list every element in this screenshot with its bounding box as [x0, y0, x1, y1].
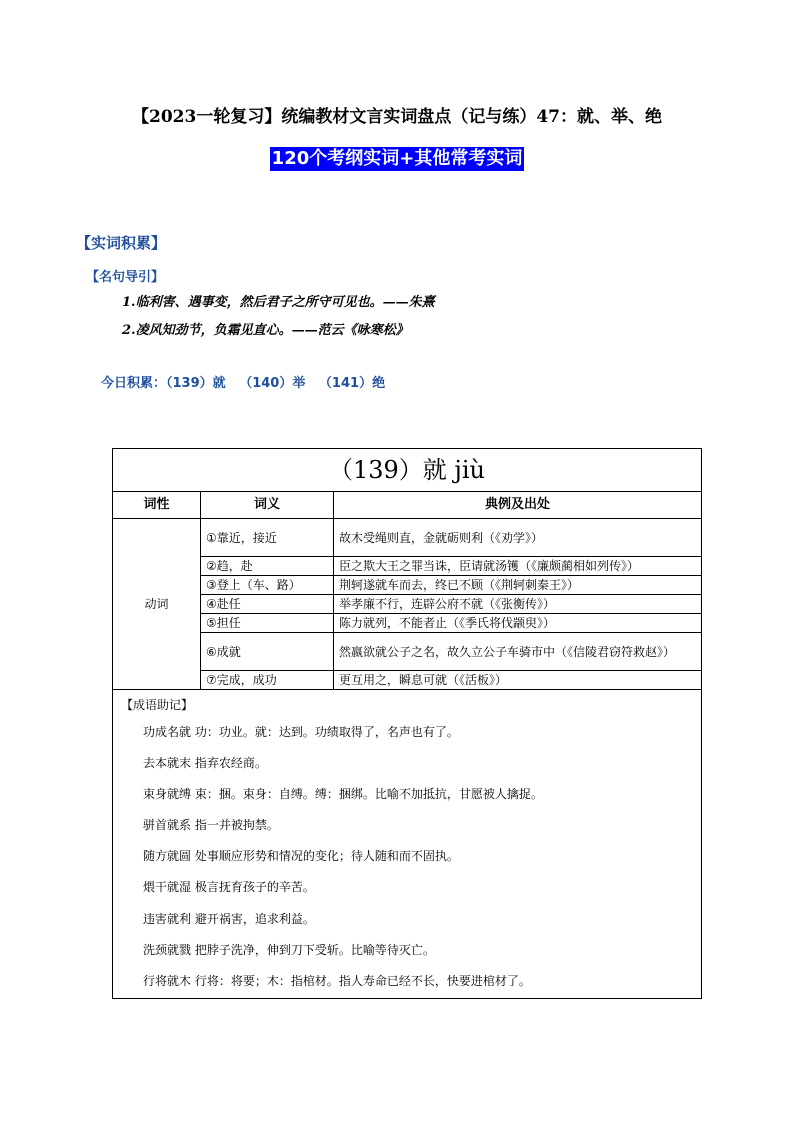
idiom-note: 功：功业。就：达到。功绩取得了，名声也有了。	[194, 725, 459, 739]
idiom-note: 把脖子洗净，伸到刀下受斩。比喻等待灭亡。	[194, 942, 435, 957]
idiom-item	[121, 941, 693, 959]
header-pos: 词性	[113, 492, 201, 519]
idiom-item	[121, 910, 693, 928]
idiom-term: 随方就圆	[143, 849, 192, 864]
idiom-term: 骈首就系	[143, 818, 192, 833]
example-cell: 臣之欺大王之罪当诛，臣请就汤镬（《廉颇蔺相如列传》）	[334, 557, 702, 576]
idiom-note: 极言抚育孩子的辛苦。	[194, 880, 315, 895]
idiom-term: 去本就末	[143, 756, 192, 771]
idiom-term: 功成名就	[143, 725, 192, 739]
idiom-note: 指弃农经商。	[194, 756, 267, 771]
idiom-item	[121, 972, 693, 990]
idiom-term: 煨干就湿	[143, 880, 192, 895]
meaning-cell: ⑥成就	[201, 633, 334, 671]
example-cell: 荆轲遂就车而去，终已不顾（《荆轲刺秦王》）	[334, 576, 702, 595]
word-title: （139）就 jiù	[113, 449, 702, 492]
quote-2: 2.凌风知劲节，负霜见直心。——范云《咏寒松》	[122, 323, 409, 338]
meaning-cell: ①靠近，接近	[201, 519, 334, 557]
idiom-term: 束身就缚	[143, 787, 192, 802]
idiom-item	[121, 785, 693, 803]
idiom-item	[121, 878, 693, 896]
idiom-item	[121, 816, 693, 834]
document-title: 【2023一轮复习】统编教材文言实词盘点（记与练）47：就、举、绝	[132, 107, 662, 127]
highlighted-subtitle: 120个考纲实词+其他常考实词	[271, 148, 523, 169]
quote-1: 1.临利害、遇事变，然后君子之所守可见也。——朱熹	[122, 295, 435, 310]
sub-heading: 【名句导引】	[86, 270, 165, 285]
idiom-section	[113, 690, 702, 999]
meaning-cell: ③登上（车、路）	[201, 576, 334, 595]
today-accumulation: 今日积累：（139）就 （140）举 （141）绝	[101, 376, 386, 391]
idiom-note: 束：捆。束身：自缚。缚：捆绑。比喻不加抵抗，甘愿被人擒捉。	[194, 787, 543, 802]
section-heading: 【实词积累】	[76, 234, 167, 252]
header-example: 典例及出处	[334, 492, 702, 519]
example-cell: 陈力就列，不能者止（《季氏将伐颛臾》）	[334, 614, 702, 633]
header-meaning: 词义	[201, 492, 334, 519]
idiom-note: 指一并被拘禁。	[194, 818, 279, 833]
idiom-title: 【成语助记】	[121, 698, 194, 712]
pos-cell: 动词	[113, 519, 201, 690]
idiom-item	[121, 723, 693, 741]
meaning-cell: ②趋，赴	[201, 557, 334, 576]
idiom-term: 违害就利	[143, 911, 192, 926]
example-cell: 然嬴欲就公子之名，故久立公子车骑市中（《信陵君窃符救赵》）	[334, 633, 702, 671]
idiom-note: 处事顺应形势和情况的变化；待人随和而不固执。	[194, 849, 459, 864]
example-cell: 故木受绳则直，金就砺则利（《劝学》）	[334, 519, 702, 557]
example-cell: 举孝廉不行，连辟公府不就（《张衡传》）	[334, 595, 702, 614]
subtitle-container	[0, 147, 794, 171]
idiom-term: 洗颈就戮	[143, 942, 192, 957]
example-cell: 更互用之，瞬息可就（《活板》）	[334, 671, 702, 690]
idiom-note: 避开祸害，追求利益。	[194, 911, 315, 926]
idiom-item	[121, 754, 693, 772]
word-table	[112, 448, 702, 999]
meaning-cell: ⑤担任	[201, 614, 334, 633]
meaning-cell: ⑦完成，成功	[201, 671, 334, 690]
meaning-cell: ④赴任	[201, 595, 334, 614]
idiom-term: 行将就木	[143, 973, 192, 988]
idiom-note: 行将：将要；木：指棺材。指人寿命已经不长，快要进棺材了。	[194, 973, 531, 988]
idiom-item	[121, 847, 693, 865]
